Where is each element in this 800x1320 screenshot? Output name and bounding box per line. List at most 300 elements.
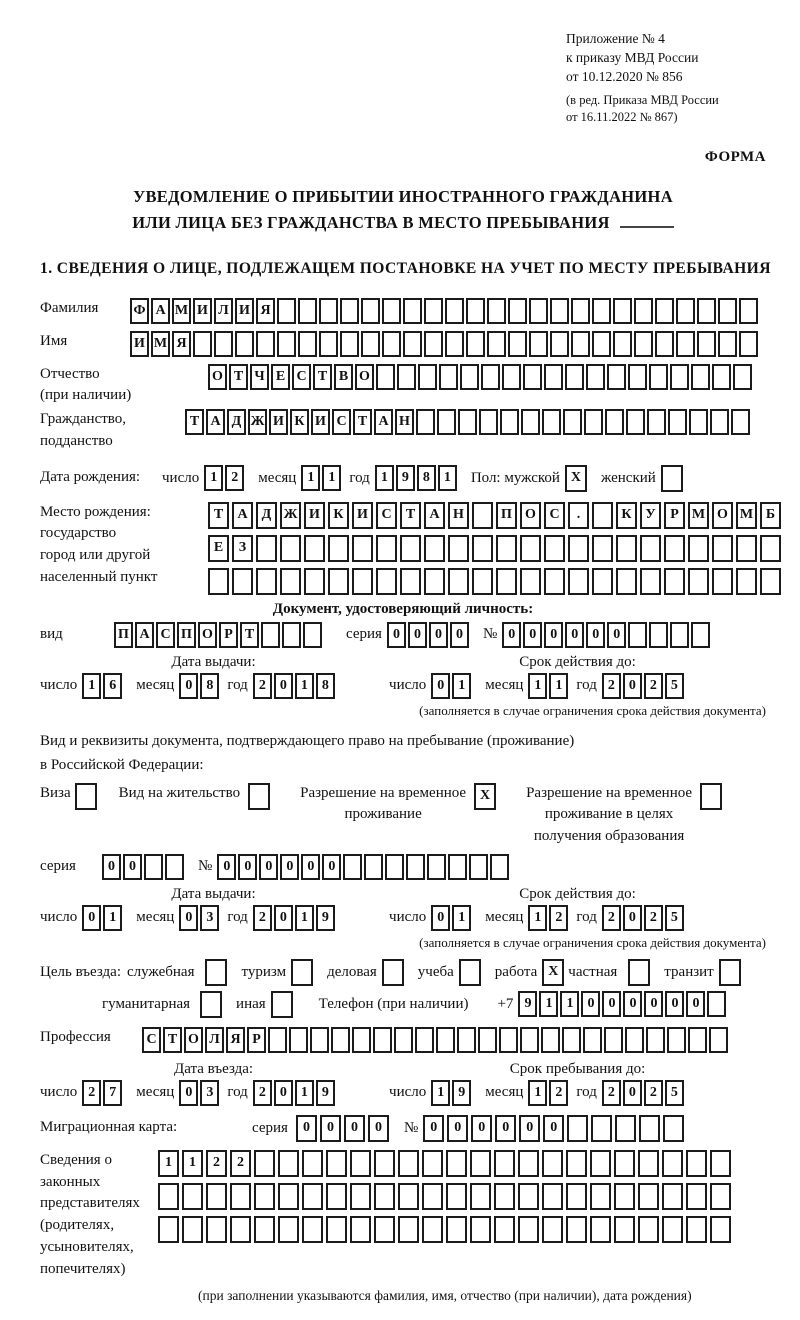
char-cell[interactable]: 2: [549, 1080, 568, 1106]
char-cell[interactable]: [382, 331, 401, 357]
char-cell[interactable]: [424, 331, 443, 357]
char-cell[interactable]: [565, 364, 584, 390]
char-cell[interactable]: [298, 331, 317, 357]
char-cell[interactable]: 1: [375, 465, 394, 491]
char-cell[interactable]: [568, 535, 589, 562]
char-cell[interactable]: [328, 535, 349, 562]
char-cell[interactable]: 0: [495, 1115, 516, 1142]
char-cell[interactable]: [472, 502, 493, 529]
char-cell[interactable]: Р: [247, 1027, 266, 1053]
char-cell[interactable]: [361, 331, 380, 357]
char-cell[interactable]: [688, 568, 709, 595]
char-cell[interactable]: [427, 854, 446, 880]
char-cell[interactable]: [352, 568, 373, 595]
char-cell[interactable]: Е: [208, 535, 229, 562]
char-cell[interactable]: Р: [219, 622, 238, 648]
char-cell[interactable]: [446, 1183, 467, 1210]
char-cell[interactable]: [518, 1183, 539, 1210]
char-cell[interactable]: [470, 1150, 491, 1177]
char-cell[interactable]: [280, 535, 301, 562]
char-cell[interactable]: [628, 959, 650, 986]
char-cell[interactable]: [719, 959, 741, 986]
char-cell[interactable]: [613, 298, 632, 324]
char-cell[interactable]: [350, 1183, 371, 1210]
char-cell[interactable]: А: [151, 298, 170, 324]
char-cell[interactable]: [278, 1150, 299, 1177]
char-cell[interactable]: Е: [271, 364, 290, 390]
char-cell[interactable]: Ж: [248, 409, 267, 435]
char-cell[interactable]: М: [736, 502, 757, 529]
char-cell[interactable]: [686, 1216, 707, 1243]
char-cell[interactable]: [529, 331, 548, 357]
char-cell[interactable]: [520, 568, 541, 595]
char-cell[interactable]: 1: [301, 465, 320, 491]
char-cell[interactable]: [686, 1183, 707, 1210]
char-cell[interactable]: 1: [82, 673, 101, 699]
char-cell[interactable]: [592, 331, 611, 357]
char-cell[interactable]: [710, 1183, 731, 1210]
char-cell[interactable]: [688, 535, 709, 562]
char-cell[interactable]: [271, 991, 293, 1018]
char-cell[interactable]: [472, 535, 493, 562]
char-cell[interactable]: [494, 1183, 515, 1210]
char-cell[interactable]: [448, 535, 469, 562]
char-cell[interactable]: [710, 1216, 731, 1243]
char-cell[interactable]: О: [355, 364, 374, 390]
char-cell[interactable]: [523, 364, 542, 390]
char-cell[interactable]: С: [544, 502, 565, 529]
char-cell[interactable]: Т: [229, 364, 248, 390]
char-cell[interactable]: [605, 409, 624, 435]
char-cell[interactable]: Т: [353, 409, 372, 435]
char-cell[interactable]: 0: [544, 622, 563, 648]
char-cell[interactable]: [626, 409, 645, 435]
char-cell[interactable]: [707, 991, 726, 1017]
char-cell[interactable]: [649, 622, 668, 648]
char-cell[interactable]: [568, 568, 589, 595]
char-cell[interactable]: [376, 364, 395, 390]
char-cell[interactable]: Л: [214, 298, 233, 324]
char-cell[interactable]: 5: [665, 673, 684, 699]
char-cell[interactable]: [544, 364, 563, 390]
char-cell[interactable]: С: [376, 502, 397, 529]
char-cell[interactable]: 2: [549, 905, 568, 931]
char-cell[interactable]: [382, 959, 404, 986]
char-cell[interactable]: [662, 1216, 683, 1243]
char-cell[interactable]: [571, 298, 590, 324]
char-cell[interactable]: [541, 1027, 560, 1053]
char-cell[interactable]: [616, 535, 637, 562]
char-cell[interactable]: [481, 364, 500, 390]
char-cell[interactable]: Я: [226, 1027, 245, 1053]
char-cell[interactable]: [400, 535, 421, 562]
char-cell[interactable]: 1: [539, 991, 558, 1017]
char-cell[interactable]: [278, 1216, 299, 1243]
char-cell[interactable]: 1: [549, 673, 568, 699]
char-cell[interactable]: [230, 1216, 251, 1243]
char-cell[interactable]: [289, 1027, 308, 1053]
char-cell[interactable]: [182, 1183, 203, 1210]
char-cell[interactable]: 0: [259, 854, 278, 880]
char-cell[interactable]: [614, 1183, 635, 1210]
char-cell[interactable]: [165, 854, 184, 880]
char-cell[interactable]: [416, 409, 435, 435]
char-cell[interactable]: [466, 298, 485, 324]
char-cell[interactable]: [406, 854, 425, 880]
char-cell[interactable]: 0: [368, 1115, 389, 1142]
char-cell[interactable]: [415, 1027, 434, 1053]
char-cell[interactable]: 0: [179, 673, 198, 699]
char-cell[interactable]: [739, 298, 758, 324]
char-cell[interactable]: 2: [230, 1150, 251, 1177]
char-cell[interactable]: [542, 409, 561, 435]
char-cell[interactable]: Р: [664, 502, 685, 529]
char-cell[interactable]: 2: [253, 673, 272, 699]
char-cell[interactable]: [521, 409, 540, 435]
char-cell[interactable]: М: [151, 331, 170, 357]
char-cell[interactable]: 0: [280, 854, 299, 880]
char-cell[interactable]: Н: [448, 502, 469, 529]
char-cell[interactable]: [298, 298, 317, 324]
char-cell[interactable]: 0: [344, 1115, 365, 1142]
char-cell[interactable]: 0: [102, 854, 121, 880]
char-cell[interactable]: [586, 364, 605, 390]
char-cell[interactable]: [457, 1027, 476, 1053]
char-cell[interactable]: 0: [322, 854, 341, 880]
char-cell[interactable]: [487, 298, 506, 324]
char-cell[interactable]: Т: [400, 502, 421, 529]
char-cell[interactable]: [647, 409, 666, 435]
char-cell[interactable]: [75, 783, 97, 810]
char-cell[interactable]: 0: [602, 991, 621, 1017]
char-cell[interactable]: [424, 298, 443, 324]
char-cell[interactable]: [520, 535, 541, 562]
char-cell[interactable]: П: [177, 622, 196, 648]
char-cell[interactable]: [193, 331, 212, 357]
char-cell[interactable]: [232, 568, 253, 595]
char-cell[interactable]: [736, 568, 757, 595]
char-cell[interactable]: 0: [665, 991, 684, 1017]
char-cell[interactable]: Н: [395, 409, 414, 435]
char-cell[interactable]: [466, 331, 485, 357]
char-cell[interactable]: 0: [623, 905, 642, 931]
char-cell[interactable]: [628, 364, 647, 390]
char-cell[interactable]: [691, 364, 710, 390]
char-cell[interactable]: [566, 1183, 587, 1210]
char-cell[interactable]: [303, 622, 322, 648]
char-cell[interactable]: [254, 1183, 275, 1210]
char-cell[interactable]: [518, 1216, 539, 1243]
char-cell[interactable]: [340, 331, 359, 357]
char-cell[interactable]: [398, 1150, 419, 1177]
char-cell[interactable]: [614, 1216, 635, 1243]
char-cell[interactable]: 8: [200, 673, 219, 699]
char-cell[interactable]: [398, 1183, 419, 1210]
char-cell[interactable]: [520, 1027, 539, 1053]
char-cell[interactable]: 0: [586, 622, 605, 648]
char-cell[interactable]: 2: [644, 905, 663, 931]
char-cell[interactable]: [343, 854, 362, 880]
char-cell[interactable]: [640, 535, 661, 562]
char-cell[interactable]: [614, 1150, 635, 1177]
char-cell[interactable]: [662, 1183, 683, 1210]
char-cell[interactable]: 0: [502, 622, 521, 648]
char-cell[interactable]: [282, 622, 301, 648]
char-cell[interactable]: [445, 298, 464, 324]
char-cell[interactable]: [291, 959, 313, 986]
char-cell[interactable]: [319, 298, 338, 324]
char-cell[interactable]: 6: [103, 673, 122, 699]
char-cell[interactable]: [562, 1027, 581, 1053]
char-cell[interactable]: [655, 331, 674, 357]
char-cell[interactable]: 1: [452, 905, 471, 931]
char-cell[interactable]: [613, 331, 632, 357]
char-cell[interactable]: [502, 364, 521, 390]
char-cell[interactable]: [436, 1027, 455, 1053]
char-cell[interactable]: [478, 1027, 497, 1053]
char-cell[interactable]: [563, 409, 582, 435]
char-cell[interactable]: [544, 568, 565, 595]
char-cell[interactable]: Л: [205, 1027, 224, 1053]
char-cell[interactable]: 0: [429, 622, 448, 648]
char-cell[interactable]: [592, 502, 613, 529]
char-cell[interactable]: [500, 409, 519, 435]
char-cell[interactable]: [385, 854, 404, 880]
char-cell[interactable]: [479, 409, 498, 435]
char-cell[interactable]: [697, 331, 716, 357]
char-cell[interactable]: [490, 854, 509, 880]
char-cell[interactable]: Я: [172, 331, 191, 357]
char-cell[interactable]: [689, 409, 708, 435]
char-cell[interactable]: 1: [528, 673, 547, 699]
char-cell[interactable]: [254, 1150, 275, 1177]
char-cell[interactable]: [254, 1216, 275, 1243]
char-cell[interactable]: [394, 1027, 413, 1053]
char-cell[interactable]: О: [520, 502, 541, 529]
char-cell[interactable]: [496, 568, 517, 595]
char-cell[interactable]: 2: [206, 1150, 227, 1177]
char-cell[interactable]: [496, 535, 517, 562]
char-cell[interactable]: 1: [560, 991, 579, 1017]
char-cell[interactable]: З: [232, 535, 253, 562]
char-cell[interactable]: [382, 298, 401, 324]
char-cell[interactable]: [374, 1216, 395, 1243]
char-cell[interactable]: [583, 1027, 602, 1053]
char-cell[interactable]: [508, 298, 527, 324]
char-cell[interactable]: [304, 535, 325, 562]
char-cell[interactable]: [256, 568, 277, 595]
char-cell[interactable]: [607, 364, 626, 390]
char-cell[interactable]: [459, 959, 481, 986]
char-cell[interactable]: [397, 364, 416, 390]
char-cell[interactable]: 0: [431, 673, 450, 699]
char-cell[interactable]: [691, 622, 710, 648]
char-cell[interactable]: [760, 535, 781, 562]
char-cell[interactable]: [422, 1183, 443, 1210]
char-cell[interactable]: [470, 1216, 491, 1243]
char-cell[interactable]: 0: [581, 991, 600, 1017]
char-cell[interactable]: 0: [565, 622, 584, 648]
char-cell[interactable]: 0: [274, 1080, 293, 1106]
char-cell[interactable]: 0: [450, 622, 469, 648]
char-cell[interactable]: [458, 409, 477, 435]
char-cell[interactable]: [158, 1216, 179, 1243]
char-cell[interactable]: К: [616, 502, 637, 529]
char-cell[interactable]: [625, 1027, 644, 1053]
char-cell[interactable]: М: [688, 502, 709, 529]
char-cell[interactable]: 2: [253, 1080, 272, 1106]
char-cell[interactable]: 2: [253, 905, 272, 931]
char-cell[interactable]: Ч: [250, 364, 269, 390]
char-cell[interactable]: [661, 465, 683, 492]
char-cell[interactable]: [256, 535, 277, 562]
char-cell[interactable]: [649, 364, 668, 390]
char-cell[interactable]: 1: [204, 465, 223, 491]
char-cell[interactable]: [544, 535, 565, 562]
char-cell[interactable]: [615, 1115, 636, 1142]
char-cell[interactable]: П: [496, 502, 517, 529]
char-cell[interactable]: А: [424, 502, 445, 529]
char-cell[interactable]: 1: [528, 1080, 547, 1106]
char-cell[interactable]: [664, 568, 685, 595]
char-cell[interactable]: [529, 298, 548, 324]
char-cell[interactable]: К: [328, 502, 349, 529]
char-cell[interactable]: [670, 622, 689, 648]
char-cell[interactable]: [590, 1183, 611, 1210]
char-cell[interactable]: [328, 568, 349, 595]
char-cell[interactable]: И: [193, 298, 212, 324]
char-cell[interactable]: 2: [225, 465, 244, 491]
char-cell[interactable]: [446, 1216, 467, 1243]
char-cell[interactable]: О: [712, 502, 733, 529]
char-cell[interactable]: [437, 409, 456, 435]
char-cell[interactable]: [448, 568, 469, 595]
char-cell[interactable]: [550, 331, 569, 357]
char-cell[interactable]: Б: [760, 502, 781, 529]
char-cell[interactable]: [304, 568, 325, 595]
char-cell[interactable]: Д: [227, 409, 246, 435]
char-cell[interactable]: [200, 991, 222, 1018]
char-cell[interactable]: Я: [256, 298, 275, 324]
char-cell[interactable]: Ф: [130, 298, 149, 324]
char-cell[interactable]: 0: [179, 1080, 198, 1106]
char-cell[interactable]: [739, 331, 758, 357]
char-cell[interactable]: [542, 1150, 563, 1177]
char-cell[interactable]: [590, 1150, 611, 1177]
char-cell[interactable]: [710, 409, 729, 435]
char-cell[interactable]: [670, 364, 689, 390]
char-cell[interactable]: 2: [602, 905, 621, 931]
char-cell[interactable]: [230, 1183, 251, 1210]
char-cell[interactable]: [634, 298, 653, 324]
char-cell[interactable]: [470, 1183, 491, 1210]
char-cell[interactable]: [206, 1216, 227, 1243]
char-cell[interactable]: X: [474, 783, 496, 810]
char-cell[interactable]: [376, 568, 397, 595]
char-cell[interactable]: [248, 783, 270, 810]
char-cell[interactable]: А: [206, 409, 225, 435]
char-cell[interactable]: [590, 1216, 611, 1243]
char-cell[interactable]: 2: [82, 1080, 101, 1106]
char-cell[interactable]: [205, 959, 227, 986]
char-cell[interactable]: [445, 331, 464, 357]
char-cell[interactable]: 7: [103, 1080, 122, 1106]
char-cell[interactable]: [499, 1027, 518, 1053]
char-cell[interactable]: [277, 298, 296, 324]
char-cell[interactable]: [310, 1027, 329, 1053]
char-cell[interactable]: [361, 298, 380, 324]
char-cell[interactable]: [424, 535, 445, 562]
char-cell[interactable]: 0: [523, 622, 542, 648]
char-cell[interactable]: [676, 298, 695, 324]
char-cell[interactable]: [319, 331, 338, 357]
char-cell[interactable]: [712, 568, 733, 595]
char-cell[interactable]: [373, 1027, 392, 1053]
char-cell[interactable]: Т: [240, 622, 259, 648]
char-cell[interactable]: 9: [316, 1080, 335, 1106]
char-cell[interactable]: 1: [438, 465, 457, 491]
char-cell[interactable]: [731, 409, 750, 435]
char-cell[interactable]: 2: [602, 673, 621, 699]
char-cell[interactable]: 0: [623, 673, 642, 699]
char-cell[interactable]: 1: [295, 673, 314, 699]
char-cell[interactable]: К: [290, 409, 309, 435]
char-cell[interactable]: 0: [238, 854, 257, 880]
char-cell[interactable]: 0: [296, 1115, 317, 1142]
char-cell[interactable]: [686, 1150, 707, 1177]
char-cell[interactable]: 8: [316, 673, 335, 699]
char-cell[interactable]: А: [135, 622, 154, 648]
char-cell[interactable]: [206, 1183, 227, 1210]
char-cell[interactable]: О: [198, 622, 217, 648]
char-cell[interactable]: 1: [528, 905, 547, 931]
char-cell[interactable]: Т: [163, 1027, 182, 1053]
char-cell[interactable]: [460, 364, 479, 390]
char-cell[interactable]: Т: [185, 409, 204, 435]
char-cell[interactable]: X: [565, 465, 587, 492]
char-cell[interactable]: [668, 409, 687, 435]
char-cell[interactable]: [760, 568, 781, 595]
char-cell[interactable]: [422, 1216, 443, 1243]
char-cell[interactable]: 0: [123, 854, 142, 880]
char-cell[interactable]: И: [269, 409, 288, 435]
char-cell[interactable]: 1: [103, 905, 122, 931]
char-cell[interactable]: 3: [200, 905, 219, 931]
char-cell[interactable]: 0: [623, 1080, 642, 1106]
char-cell[interactable]: [584, 409, 603, 435]
char-cell[interactable]: [182, 1216, 203, 1243]
char-cell[interactable]: [280, 568, 301, 595]
char-cell[interactable]: [331, 1027, 350, 1053]
char-cell[interactable]: [542, 1183, 563, 1210]
char-cell[interactable]: [592, 298, 611, 324]
char-cell[interactable]: [340, 298, 359, 324]
char-cell[interactable]: И: [130, 331, 149, 357]
char-cell[interactable]: 9: [452, 1080, 471, 1106]
char-cell[interactable]: [712, 364, 731, 390]
char-cell[interactable]: И: [352, 502, 373, 529]
char-cell[interactable]: [403, 298, 422, 324]
char-cell[interactable]: [676, 331, 695, 357]
char-cell[interactable]: 0: [179, 905, 198, 931]
char-cell[interactable]: И: [235, 298, 254, 324]
char-cell[interactable]: [571, 331, 590, 357]
char-cell[interactable]: [374, 1183, 395, 1210]
char-cell[interactable]: [697, 298, 716, 324]
char-cell[interactable]: [592, 535, 613, 562]
char-cell[interactable]: [302, 1150, 323, 1177]
char-cell[interactable]: [352, 535, 373, 562]
